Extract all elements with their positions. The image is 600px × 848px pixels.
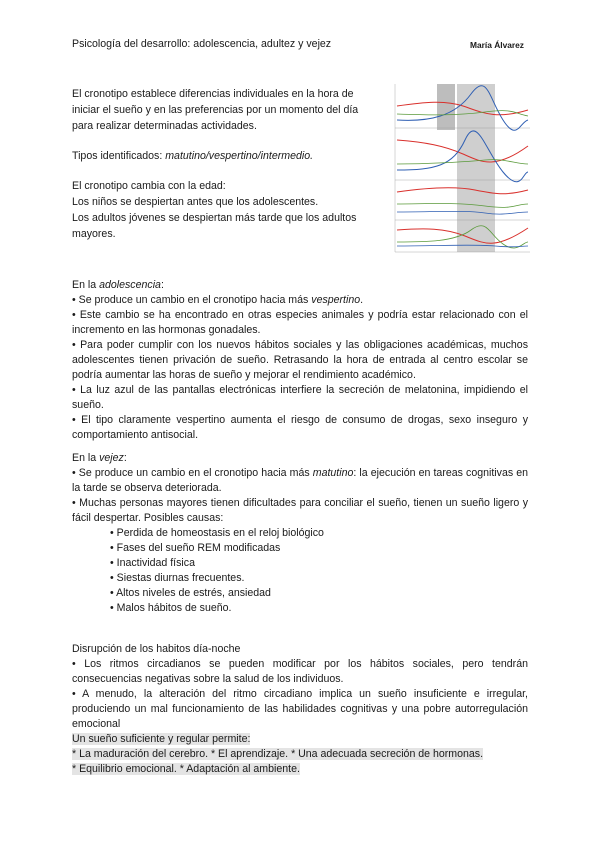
- highlight-line-2: * La maduración del cerebro. * El aprendizaje. * Una adecuada secreción de hormonas.: [72, 748, 484, 760]
- intro-section: [72, 86, 377, 242]
- sleep-bar: [437, 84, 455, 130]
- adolescence-bullet-3: • Para poder cumplir con los nuevos hábitos sociales y las obligaciones académicas, muchos adolescentes tienen privación de sueño. Retrasando la hora de entrada al centro escolar se podría aumentar las horas de sueño y mejorar el rendimiento académico.: [72, 339, 528, 381]
- causes-list: [72, 526, 528, 616]
- adolescence-bullet-2: • Este cambio se ha encontrado en otras especies animales y podría estar relacionado con el incremento en las hormonas gonadales.: [72, 309, 528, 336]
- adolescence-bullet-1: • Se produce un cambio en el cronotipo hacia más vespertino.: [72, 294, 364, 306]
- old-age-bullet-1: • Se produce un cambio en el cronotipo hacia más matutino: la ejecución en tareas cognitivas en la tarde se observa deteriorada.: [72, 467, 529, 494]
- disruption-bullet-1: • Los ritmos circadianos se pueden modificar por los hábitos sociales, pero tendrán consecuencias negativas sobre la salud de los individuos.: [72, 658, 528, 685]
- age-line-3: Los adultos jóvenes se despiertan más tarde que los adultos mayores.: [72, 212, 357, 240]
- highlight-line-1: Un sueño suficiente y regular permite:: [72, 733, 251, 745]
- cause-item: • Malos hábitos de sueño.: [110, 602, 232, 614]
- old-age-intro: En la vejez:: [72, 452, 127, 464]
- disruption-bullet-2: • A menudo, la alteración del ritmo circadiano implica un sueño insuficiente e irregular, produciendo un mal funcionamiento de las habilidades cognitivas y una pobre autorregulación emocional: [72, 688, 528, 730]
- types-prefix: Tipos identificados:: [72, 150, 166, 162]
- adolescence-bullet-4: • La luz azul de las pantallas electrónicas interfiere la secreción de melatonina, impidiendo el sueño.: [72, 384, 528, 411]
- adolescence-section: [72, 278, 528, 443]
- adolescence-intro: En la adolescencia:: [72, 279, 164, 291]
- cause-item: • Perdida de homeostasis en el reloj biológico: [110, 527, 324, 539]
- types-line: [72, 148, 377, 164]
- disruption-section: [72, 642, 528, 777]
- intro-paragraph: El cronotipo establece diferencias individuales en la hora de iniciar el sueño y en las preferencias por un momento del día para realizar determinadas actividades.: [72, 88, 359, 132]
- header-author: María Álvarez: [470, 40, 524, 50]
- types-italic: matutino/vespertino/intermedio.: [165, 150, 314, 162]
- cause-item: • Fases del sueño REM modificadas: [110, 542, 281, 554]
- header-title: Psicología del desarrollo: adolescencia, adultez y vejez: [72, 38, 332, 50]
- adolescence-bullet-5: • El tipo claramente vespertino aumenta el riesgo de consumo de drogas, sexo inseguro y comportamiento antisocial.: [72, 414, 528, 441]
- circadian-figure: [385, 80, 530, 258]
- old-age-bullet-2: • Muchas personas mayores tienen dificultades para conciliar el sueño, tienen un sueño ligero y fácil despertar. Posibles causas:: [72, 497, 528, 524]
- highlight-line-3: * Equilibrio emocional. * Adaptación al ambiente.: [72, 763, 300, 775]
- cause-item: • Inactividad física: [110, 557, 195, 569]
- disruption-title: Disrupción de los habitos día-noche: [72, 643, 241, 655]
- old-age-section: [72, 451, 528, 616]
- circadian-figure-svg: [385, 80, 530, 258]
- age-line-2: Los niños se despiertan antes que los adolescentes.: [72, 196, 319, 208]
- cause-item: • Siestas diurnas frecuentes.: [110, 572, 245, 584]
- age-line-1: El cronotipo cambia con la edad:: [72, 180, 226, 192]
- cause-item: • Altos niveles de estrés, ansiedad: [110, 587, 271, 599]
